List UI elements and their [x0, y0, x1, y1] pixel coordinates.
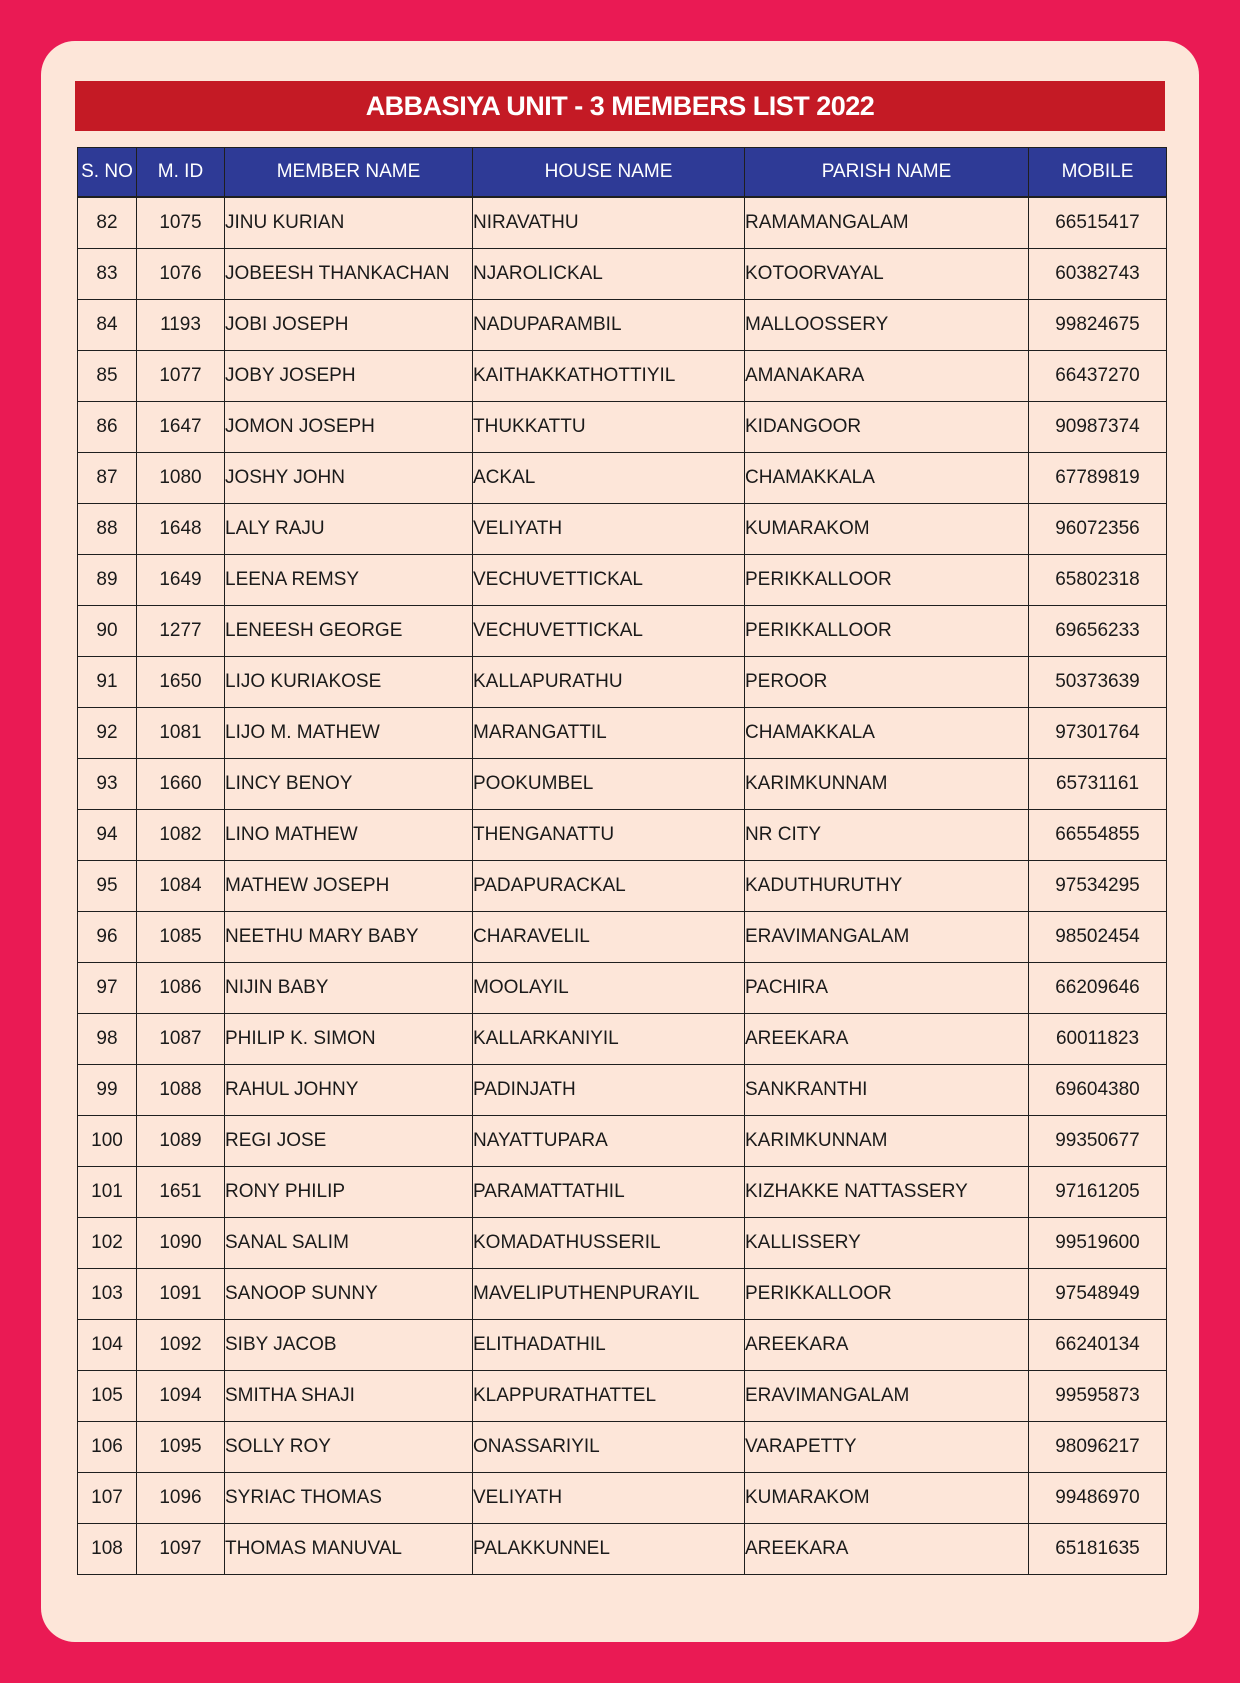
header-parish-name: PARISH NAME: [745, 148, 1029, 198]
cell-s-no: 94: [78, 810, 137, 861]
cell-member-id: 1649: [137, 555, 225, 606]
cell-mobile: 66437270: [1029, 351, 1167, 402]
cell-parish-name: KARIMKUNNAM: [745, 759, 1029, 810]
cell-member-id: 1075: [137, 197, 225, 249]
cell-s-no: 85: [78, 351, 137, 402]
cell-s-no: 82: [78, 197, 137, 249]
cell-mobile: 66209646: [1029, 963, 1167, 1014]
cell-s-no: 104: [78, 1320, 137, 1371]
cell-house-name: NIRAVATHU: [473, 197, 745, 249]
table-row: [78, 197, 1167, 249]
cell-s-no: 91: [78, 657, 137, 708]
cell-member-name: LIJO M. MATHEW: [225, 708, 473, 759]
cell-member-name: REGI JOSE: [225, 1116, 473, 1167]
cell-s-no: 92: [78, 708, 137, 759]
cell-mobile: 65802318: [1029, 555, 1167, 606]
table-row: [78, 1371, 1167, 1422]
cell-parish-name: AMANAKARA: [745, 351, 1029, 402]
cell-s-no: 86: [78, 402, 137, 453]
cell-parish-name: PACHIRA: [745, 963, 1029, 1014]
cell-s-no: 97: [78, 963, 137, 1014]
cell-house-name: POOKUMBEL: [473, 759, 745, 810]
cell-member-id: 1085: [137, 912, 225, 963]
table-row: [78, 504, 1167, 555]
cell-member-id: 1089: [137, 1116, 225, 1167]
table-row: [78, 708, 1167, 759]
table-row: [78, 1524, 1167, 1575]
cell-mobile: 60011823: [1029, 1014, 1167, 1065]
cell-mobile: 66554855: [1029, 810, 1167, 861]
cell-member-name: SOLLY ROY: [225, 1422, 473, 1473]
cell-member-id: 1095: [137, 1422, 225, 1473]
cell-house-name: PALAKKUNNEL: [473, 1524, 745, 1575]
table-body: [78, 197, 1167, 1575]
cell-member-id: 1086: [137, 963, 225, 1014]
cell-member-name: LEENA REMSY: [225, 555, 473, 606]
cell-member-name: SMITHA SHAJI: [225, 1371, 473, 1422]
cell-house-name: NJAROLICKAL: [473, 249, 745, 300]
cell-house-name: ONASSARIYIL: [473, 1422, 745, 1473]
cell-mobile: 69656233: [1029, 606, 1167, 657]
cell-parish-name: KALLISSERY: [745, 1218, 1029, 1269]
page-title: ABBASIYA UNIT - 3 MEMBERS LIST 2022: [75, 81, 1165, 131]
cell-house-name: VECHUVETTICKAL: [473, 606, 745, 657]
cell-parish-name: KARIMKUNNAM: [745, 1116, 1029, 1167]
cell-member-id: 1092: [137, 1320, 225, 1371]
table-row: [78, 1473, 1167, 1524]
cell-s-no: 98: [78, 1014, 137, 1065]
table-row: [78, 1014, 1167, 1065]
cell-house-name: MOOLAYIL: [473, 963, 745, 1014]
cell-member-name: RAHUL JOHNY: [225, 1065, 473, 1116]
cell-house-name: KALLARKANIYIL: [473, 1014, 745, 1065]
cell-s-no: 90: [78, 606, 137, 657]
cell-member-id: 1081: [137, 708, 225, 759]
cell-member-name: PHILIP K. SIMON: [225, 1014, 473, 1065]
table-row: [78, 657, 1167, 708]
table-row: [78, 606, 1167, 657]
cell-house-name: PADAPURACKAL: [473, 861, 745, 912]
cell-parish-name: PERIKKALLOOR: [745, 606, 1029, 657]
cell-house-name: ACKAL: [473, 453, 745, 504]
cell-member-name: SIBY JACOB: [225, 1320, 473, 1371]
cell-parish-name: KIDANGOOR: [745, 402, 1029, 453]
table-row: [78, 453, 1167, 504]
cell-member-id: 1094: [137, 1371, 225, 1422]
cell-s-no: 84: [78, 300, 137, 351]
cell-s-no: 101: [78, 1167, 137, 1218]
table-row: [78, 1320, 1167, 1371]
cell-parish-name: AREEKARA: [745, 1524, 1029, 1575]
cell-house-name: VELIYATH: [473, 1473, 745, 1524]
cell-parish-name: KADUTHURUTHY: [745, 861, 1029, 912]
cell-member-id: 1084: [137, 861, 225, 912]
table-header-row: [78, 148, 1167, 198]
table-row: [78, 555, 1167, 606]
cell-parish-name: KUMARAKOM: [745, 504, 1029, 555]
cell-parish-name: CHAMAKKALA: [745, 708, 1029, 759]
cell-member-id: 1651: [137, 1167, 225, 1218]
table-row: [78, 351, 1167, 402]
members-table: [77, 147, 1167, 1575]
cell-house-name: PADINJATH: [473, 1065, 745, 1116]
cell-mobile: 99486970: [1029, 1473, 1167, 1524]
cell-mobile: 90987374: [1029, 402, 1167, 453]
cell-member-name: THOMAS MANUVAL: [225, 1524, 473, 1575]
cell-house-name: KOMADATHUSSERIL: [473, 1218, 745, 1269]
table-row: [78, 963, 1167, 1014]
cell-mobile: 99595873: [1029, 1371, 1167, 1422]
cell-house-name: NADUPARAMBIL: [473, 300, 745, 351]
cell-s-no: 88: [78, 504, 137, 555]
cell-member-name: LENEESH GEORGE: [225, 606, 473, 657]
cell-member-name: JOSHY JOHN: [225, 453, 473, 504]
cell-mobile: 99824675: [1029, 300, 1167, 351]
cell-house-name: VECHUVETTICKAL: [473, 555, 745, 606]
cell-parish-name: CHAMAKKALA: [745, 453, 1029, 504]
cell-house-name: NAYATTUPARA: [473, 1116, 745, 1167]
cell-parish-name: SANKRANTHI: [745, 1065, 1029, 1116]
cell-member-name: SANOOP SUNNY: [225, 1269, 473, 1320]
cell-mobile: 67789819: [1029, 453, 1167, 504]
cell-member-name: RONY PHILIP: [225, 1167, 473, 1218]
cell-member-id: 1647: [137, 402, 225, 453]
cell-member-id: 1660: [137, 759, 225, 810]
cell-parish-name: NR CITY: [745, 810, 1029, 861]
cell-member-name: JOBI JOSEPH: [225, 300, 473, 351]
cell-member-id: 1087: [137, 1014, 225, 1065]
cell-s-no: 100: [78, 1116, 137, 1167]
cell-mobile: 65181635: [1029, 1524, 1167, 1575]
table-row: [78, 1167, 1167, 1218]
cell-mobile: 96072356: [1029, 504, 1167, 555]
cell-member-id: 1080: [137, 453, 225, 504]
cell-mobile: 98096217: [1029, 1422, 1167, 1473]
cell-house-name: MARANGATTIL: [473, 708, 745, 759]
cell-member-name: NEETHU MARY BABY: [225, 912, 473, 963]
cell-parish-name: RAMAMANGALAM: [745, 197, 1029, 249]
cell-parish-name: AREEKARA: [745, 1320, 1029, 1371]
cell-house-name: PARAMATTATHIL: [473, 1167, 745, 1218]
cell-member-id: 1076: [137, 249, 225, 300]
cell-parish-name: VARAPETTY: [745, 1422, 1029, 1473]
cell-mobile: 97534295: [1029, 861, 1167, 912]
cell-mobile: 97301764: [1029, 708, 1167, 759]
cell-parish-name: AREEKARA: [745, 1014, 1029, 1065]
cell-member-name: LALY RAJU: [225, 504, 473, 555]
cell-mobile: 98502454: [1029, 912, 1167, 963]
cell-s-no: 83: [78, 249, 137, 300]
cell-member-name: JINU KURIAN: [225, 197, 473, 249]
cell-parish-name: PERIKKALLOOR: [745, 555, 1029, 606]
cell-member-name: LIJO KURIAKOSE: [225, 657, 473, 708]
cell-parish-name: KIZHAKKE NATTASSERY: [745, 1167, 1029, 1218]
cell-house-name: VELIYATH: [473, 504, 745, 555]
cell-member-name: JOBY JOSEPH: [225, 351, 473, 402]
cell-member-id: 1090: [137, 1218, 225, 1269]
cell-parish-name: ERAVIMANGALAM: [745, 912, 1029, 963]
cell-s-no: 99: [78, 1065, 137, 1116]
cell-parish-name: MALLOOSSERY: [745, 300, 1029, 351]
cell-member-name: MATHEW JOSEPH: [225, 861, 473, 912]
table-row: [78, 810, 1167, 861]
table-row: [78, 1269, 1167, 1320]
cell-member-id: 1193: [137, 300, 225, 351]
cell-member-name: LINCY BENOY: [225, 759, 473, 810]
cell-mobile: 66240134: [1029, 1320, 1167, 1371]
cell-mobile: 66515417: [1029, 197, 1167, 249]
header-s-no: S. NO: [78, 148, 137, 198]
cell-s-no: 106: [78, 1422, 137, 1473]
cell-house-name: KLAPPURATHATTEL: [473, 1371, 745, 1422]
cell-parish-name: KOTOORVAYAL: [745, 249, 1029, 300]
header-house-name: HOUSE NAME: [473, 148, 745, 198]
table-row: [78, 300, 1167, 351]
cell-s-no: 105: [78, 1371, 137, 1422]
cell-mobile: 60382743: [1029, 249, 1167, 300]
cell-s-no: 108: [78, 1524, 137, 1575]
cell-s-no: 89: [78, 555, 137, 606]
table-row: [78, 861, 1167, 912]
cell-mobile: 99519600: [1029, 1218, 1167, 1269]
cell-mobile: 50373639: [1029, 657, 1167, 708]
cell-member-id: 1082: [137, 810, 225, 861]
header-member-name: MEMBER NAME: [225, 148, 473, 198]
cell-member-name: JOBEESH THANKACHAN: [225, 249, 473, 300]
cell-member-name: LINO MATHEW: [225, 810, 473, 861]
cell-house-name: KALLAPURATHU: [473, 657, 745, 708]
cell-member-name: SANAL SALIM: [225, 1218, 473, 1269]
cell-s-no: 107: [78, 1473, 137, 1524]
cell-member-name: NIJIN BABY: [225, 963, 473, 1014]
cell-mobile: 69604380: [1029, 1065, 1167, 1116]
cell-s-no: 93: [78, 759, 137, 810]
cell-s-no: 95: [78, 861, 137, 912]
table-row: [78, 1065, 1167, 1116]
cell-house-name: ELITHADATHIL: [473, 1320, 745, 1371]
cell-s-no: 102: [78, 1218, 137, 1269]
table-row: [78, 1218, 1167, 1269]
cell-member-id: 1077: [137, 351, 225, 402]
cell-parish-name: PEROOR: [745, 657, 1029, 708]
cell-member-name: JOMON JOSEPH: [225, 402, 473, 453]
table-row: [78, 912, 1167, 963]
cell-house-name: THUKKATTU: [473, 402, 745, 453]
cell-parish-name: KUMARAKOM: [745, 1473, 1029, 1524]
cell-mobile: 65731161: [1029, 759, 1167, 810]
cell-house-name: THENGANATTU: [473, 810, 745, 861]
header-member-id: M. ID: [137, 148, 225, 198]
cell-member-id: 1088: [137, 1065, 225, 1116]
cell-s-no: 96: [78, 912, 137, 963]
table-row: [78, 1422, 1167, 1473]
cell-s-no: 103: [78, 1269, 137, 1320]
cell-member-id: 1091: [137, 1269, 225, 1320]
table-row: [78, 759, 1167, 810]
cell-parish-name: ERAVIMANGALAM: [745, 1371, 1029, 1422]
cell-parish-name: PERIKKALLOOR: [745, 1269, 1029, 1320]
table-row: [78, 402, 1167, 453]
cell-member-id: 1097: [137, 1524, 225, 1575]
cell-member-id: 1650: [137, 657, 225, 708]
cell-mobile: 97161205: [1029, 1167, 1167, 1218]
cell-mobile: 97548949: [1029, 1269, 1167, 1320]
cell-member-name: SYRIAC THOMAS: [225, 1473, 473, 1524]
document-page: [41, 41, 1199, 1642]
header-mobile: MOBILE: [1029, 148, 1167, 198]
cell-member-id: 1096: [137, 1473, 225, 1524]
cell-member-id: 1648: [137, 504, 225, 555]
cell-member-id: 1277: [137, 606, 225, 657]
cell-mobile: 99350677: [1029, 1116, 1167, 1167]
cell-house-name: KAITHAKKATHOTTIYIL: [473, 351, 745, 402]
table-row: [78, 1116, 1167, 1167]
cell-house-name: CHARAVELIL: [473, 912, 745, 963]
cell-house-name: MAVELIPUTHENPURAYIL: [473, 1269, 745, 1320]
table-row: [78, 249, 1167, 300]
cell-s-no: 87: [78, 453, 137, 504]
